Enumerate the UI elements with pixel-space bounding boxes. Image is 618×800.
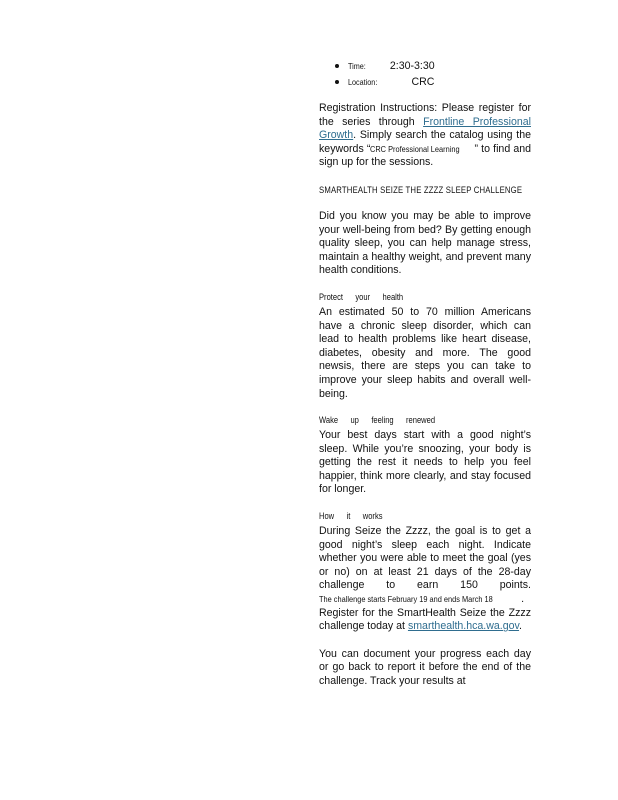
keyword-text: CRC Professional Learning xyxy=(370,143,460,154)
detail-time xyxy=(335,58,531,74)
detail-value: CRC xyxy=(411,76,435,88)
how-paragraph: During Seize the Zzzz, the goal is to get a good night’s sleep each night. Indicate whether you were able to meet the goal (yes or no) on at least 21 days of the 28-day challenge to earn 150 points. The challenge starts February 19 and ends March 18 . Register for the SmartHealth Seize the Zzzz challenge today at smarthealth.hca.wa.gov. xyxy=(319,525,531,633)
detail-location xyxy=(335,74,531,90)
wake-paragraph: Your best days start with a good night’s sleep. While you’re snoozing, your body is getting the rest it needs to help you feel happier, think more clearly, and stay focused for longer. xyxy=(319,429,531,496)
event-details xyxy=(319,58,531,90)
detail-value: 2:30-3:30 xyxy=(389,60,435,72)
detail-label: Location: xyxy=(348,77,378,87)
bullet-icon xyxy=(335,80,339,84)
detail-label: Time: xyxy=(348,61,366,71)
frontline-link[interactable]: Frontline Professional Growth xyxy=(319,115,531,142)
closing-paragraph: You can document your progress each day or go back to report it before the end of the challenge. Track your results at xyxy=(319,647,531,687)
challenge-dates: The challenge starts February 19 and ends March 18 xyxy=(319,594,493,605)
smarthealth-link[interactable]: smarthealth.hca.wa.gov xyxy=(407,620,520,633)
text-column xyxy=(319,58,531,703)
intro-paragraph: Did you know you may be able to improve your well-being from bed? By getting enough quality sleep, you can help manage stress, maintain a healthy weight, and prevent many health conditions. xyxy=(319,209,531,277)
protect-paragraph: An estimated 50 to 70 million Americans have a chronic sleep disorder, which can lead to health problems like heart disease, diabetes, obesity and more. The good newsis, there are steps you can take to improve your sleep habits and overall well-being. xyxy=(319,305,531,400)
registration-instructions: Registration Instructions: Please register for the series through Frontline Professional Growth. Simply search the catalog using the keywords “CRC Professional Learning ” to find and sign up for the sessions. xyxy=(319,102,531,169)
subheading-wake: Wake up feeling renewed xyxy=(319,415,436,426)
section-title: SMARTHEALTH SEIZE THE ZZZZ SLEEP CHALLENGE xyxy=(319,184,523,195)
subheading-how: How it works xyxy=(319,511,383,522)
subheading-protect: Protect your health xyxy=(319,291,404,302)
bullet-icon xyxy=(335,64,339,68)
